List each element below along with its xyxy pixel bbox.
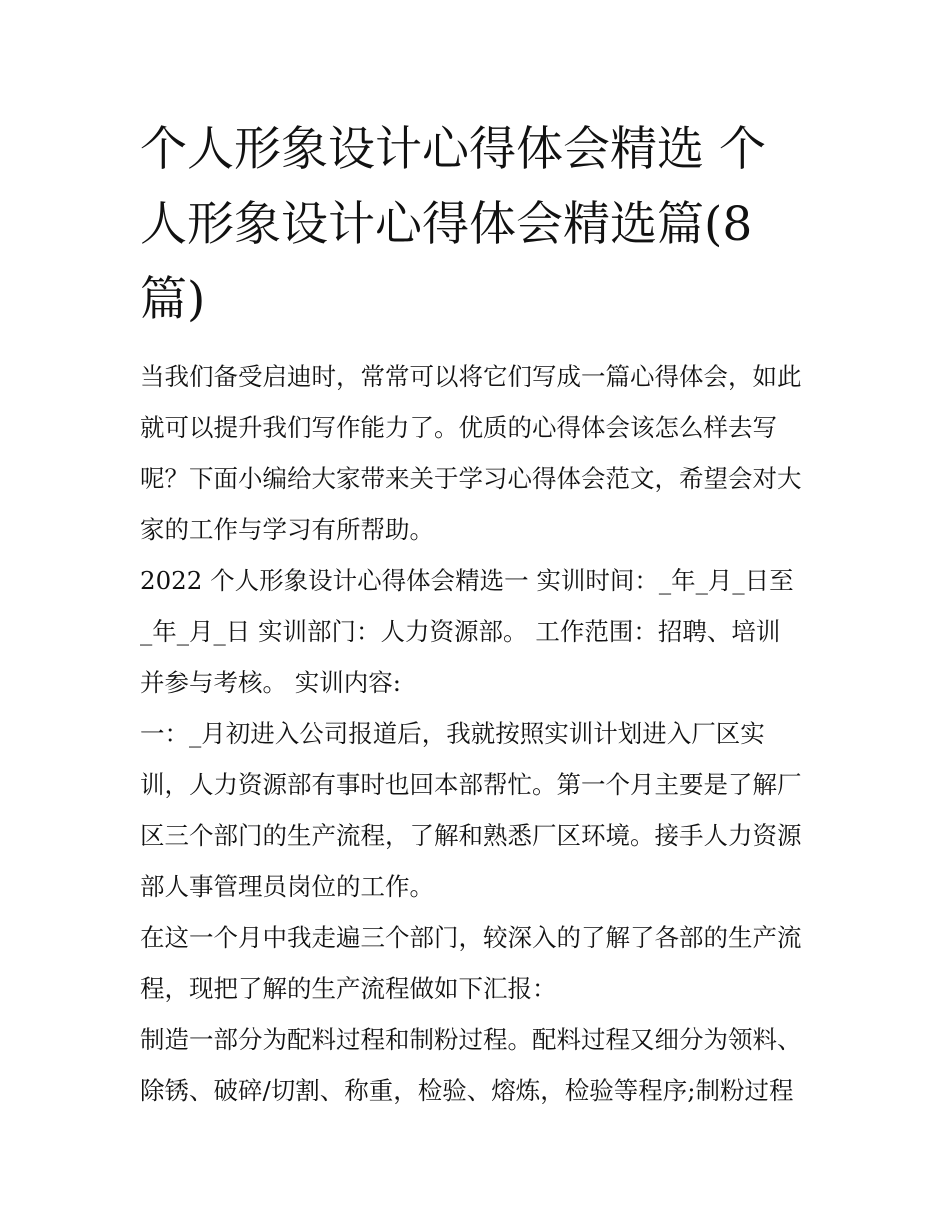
paragraph-line: 并参与考核。 实训内容: bbox=[140, 668, 402, 697]
paragraph-line: 家的工作与学习有所帮助。 bbox=[140, 515, 434, 544]
document-title bbox=[140, 112, 820, 337]
paragraph-line: 除锈、破碎/切割、称重，检验、熔炼，检验等程序;制粉过程 bbox=[140, 1076, 794, 1105]
paragraph-process-intro bbox=[140, 912, 820, 1014]
paragraph-training-info bbox=[140, 555, 820, 708]
paragraph-line: _年_月_日 实训部门：人力资源部。 工作范围：招聘、培训 bbox=[140, 617, 781, 646]
paragraph-line: 一：_月初进入公司报道后，我就按照实训计划进入厂区实 bbox=[140, 719, 765, 748]
title-line: 篇) bbox=[140, 272, 206, 327]
paragraph-line: 程，现把了解的生产流程做如下汇报： bbox=[140, 974, 557, 1003]
paragraph-line: 当我们备受启迪时，常常可以将它们写成一篇心得体会，如此 bbox=[140, 362, 802, 391]
paragraph-line: 部人事管理员岗位的工作。 bbox=[140, 872, 434, 901]
paragraph-line: 制造一部分为配料过程和制粉过程。配料过程又细分为领料、 bbox=[140, 1025, 802, 1054]
paragraph-manufacturing bbox=[140, 1014, 820, 1116]
title-line: 个人形象设计心得体会精选 个 bbox=[140, 122, 766, 177]
title-line: 人形象设计心得体会精选篇(8 bbox=[140, 197, 753, 252]
paragraph-section-one bbox=[140, 708, 820, 912]
paragraph-line: 训，人力资源部有事时也回本部帮忙。第一个月主要是了解厂 bbox=[140, 770, 802, 799]
paragraph-line: 就可以提升我们写作能力了。优质的心得体会该怎么样去写 bbox=[140, 413, 777, 442]
paragraph-line: 呢？下面小编给大家带来关于学习心得体会范文，希望会对大 bbox=[140, 464, 802, 493]
paragraph-line: 2022 个人形象设计心得体会精选一 实训时间：_年_月_日至 bbox=[140, 566, 794, 595]
paragraph-intro bbox=[140, 351, 820, 555]
paragraph-line: 区三个部门的生产流程，了解和熟悉厂区环境。接手人力资源 bbox=[140, 821, 802, 850]
document-page bbox=[140, 112, 820, 1116]
paragraph-line: 在这一个月中我走遍三个部门，较深入的了解了各部的生产流 bbox=[140, 923, 802, 952]
